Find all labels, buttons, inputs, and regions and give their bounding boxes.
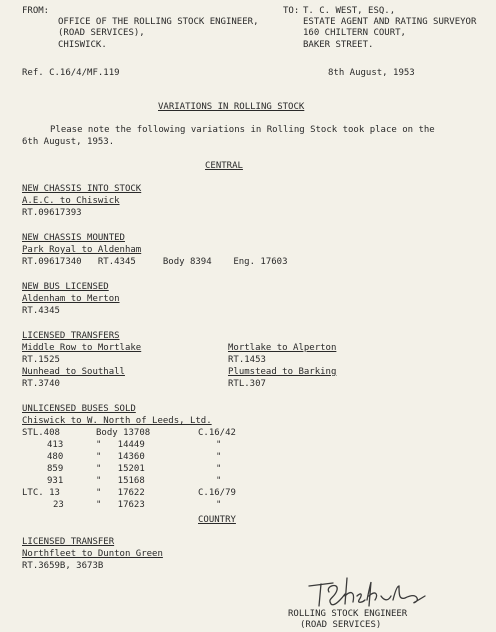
sold-body: " 17622 [96,488,145,498]
transfer-detail: RT.3740 [22,379,60,389]
signatory-subtitle: (ROAD SERVICES) [300,620,382,630]
sold-fleet: 413 [47,440,64,450]
detail-new-chassis-mounted: RT.09617340 RT.4345 Body 8394 Eng. 17603 [22,257,288,267]
intro-line-2: 6th August, 1953. [22,137,115,147]
sold-ref: " [216,440,222,450]
sold-body: " 15201 [96,464,145,474]
sold-body: " 15168 [96,476,145,486]
sold-ref: " [216,452,222,462]
route-new-chassis-into-stock: A.E.C. to Chiswick [22,196,120,206]
detail-new-bus-licensed: RT.4345 [22,306,60,316]
transfer-detail: RT.1525 [22,355,60,365]
transfer-detail: RT.1453 [228,355,266,365]
to-label: TO: [283,6,300,16]
transfer-route: Middle Row to Mortlake [22,343,142,353]
route-new-chassis-mounted: Park Royal to Aldenham [22,245,142,255]
sold-ref: " [216,500,222,510]
heading-new-chassis-into-stock: NEW CHASSIS INTO STOCK [22,184,142,194]
from-line-1: OFFICE OF THE ROLLING STOCK ENGINEER, [58,17,259,27]
detail-new-chassis-into-stock: RT.09617393 [22,208,82,218]
date: 8th August, 1953 [328,68,415,78]
route-unlicensed-buses-sold: Chiswick to W. North of Leeds, Ltd. [22,416,212,426]
sold-body: " 17623 [96,500,145,510]
section-heading-central: CENTRAL [205,161,243,171]
heading-new-chassis-mounted: NEW CHASSIS MOUNTED [22,233,125,243]
transfer-route: Mortlake to Alperton [228,343,337,353]
heading-new-bus-licensed: NEW BUS LICENSED [22,282,109,292]
section-heading-country: COUNTRY [198,515,236,525]
sold-ref: " [216,476,222,486]
from-line-2: (ROAD SERVICES), [58,28,145,38]
sold-body: " 14449 [96,440,145,450]
sold-fleet: STL.408 [22,428,60,438]
sold-fleet: 931 [47,476,64,486]
sold-fleet: 859 [47,464,64,474]
signatory-title: ROLLING STOCK ENGINEER [288,609,408,619]
transfer-route: Plumstead to Barking [228,367,337,377]
memo-title: VARIATIONS IN ROLLING STOCK [158,102,305,112]
from-label: FROM: [22,6,50,16]
transfer-route: Nunhead to Southall [22,367,125,377]
heading-licensed-transfer: LICENSED TRANSFER [22,537,115,547]
route-licensed-transfer: Northfleet to Dunton Green [22,549,163,559]
detail-licensed-transfer: RT.3659B, 3673B [22,561,104,571]
transfer-detail: RTL.307 [228,379,266,389]
to-line-3: 160 CHILTERN COURT, [303,28,406,38]
to-line-1: T. C. WEST, ESQ., [303,6,396,16]
intro-line-1: Please note the following variations in Rolling Stock took place on the [50,125,435,135]
heading-licensed-transfers: LICENSED TRANSFERS [22,331,120,341]
heading-unlicensed-buses-sold: UNLICENSED BUSES SOLD [22,404,136,414]
sold-fleet: 480 [47,452,64,462]
sold-ref: " [216,464,222,474]
handwritten-signature [305,572,455,612]
to-line-2: ESTATE AGENT AND RATING SURVEYOR [303,17,477,27]
sold-ref: C.16/42 [198,428,236,438]
sold-ref: C.16/79 [198,488,236,498]
reference: Ref. C.16/4/MF.119 [22,68,120,78]
sold-fleet: 23 [53,500,64,510]
sold-fleet: LTC. 13 [22,488,60,498]
sold-body: " 14360 [96,452,145,462]
sold-body: Body 13708 [96,428,151,438]
route-new-bus-licensed: Aldenham to Merton [22,294,120,304]
from-line-3: CHISWICK. [58,40,107,50]
to-line-4: BAKER STREET. [303,40,374,50]
